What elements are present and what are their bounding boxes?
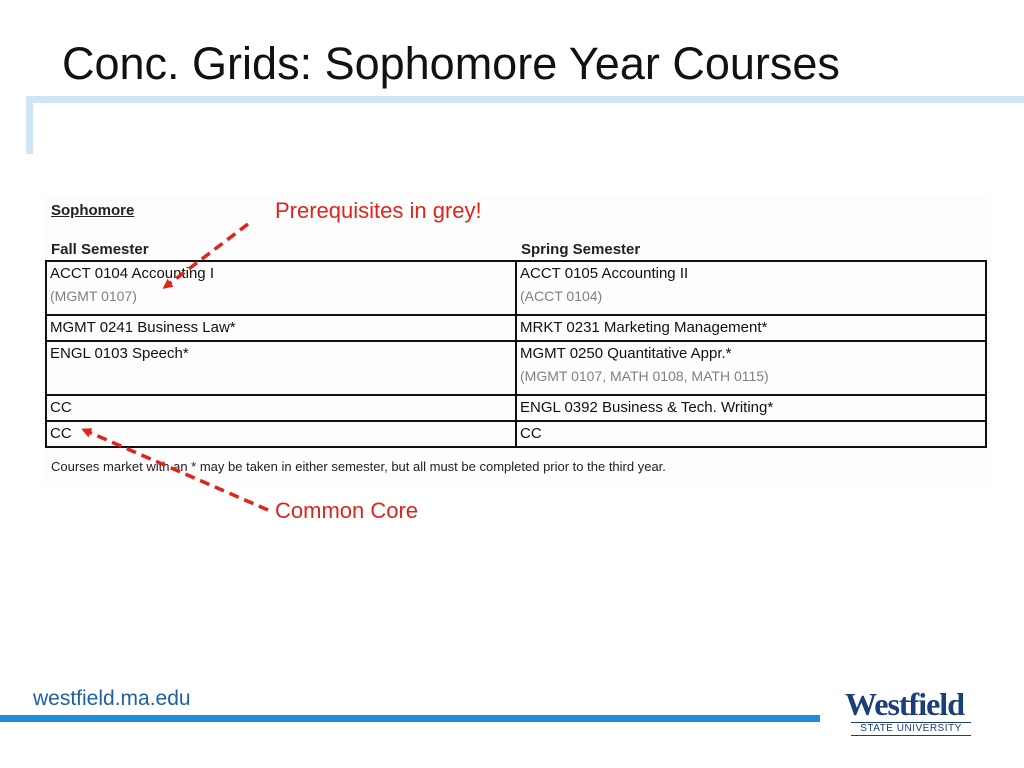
footer-url: westfield.ma.edu <box>33 687 191 710</box>
course-prereq: (MGMT 0107) <box>50 288 137 304</box>
logo-wordmark: Westfield <box>845 686 964 722</box>
course-name: ENGL 0103 Speech* <box>50 345 189 362</box>
logo-subtitle: STATE UNIVERSITY <box>851 722 971 736</box>
spring-semester-label: Spring Semester <box>521 241 641 258</box>
footer-bar <box>0 715 820 722</box>
slide-title: Conc. Grids: Sophomore Year Courses <box>62 38 840 89</box>
prerequisites-callout: Prerequisites in grey! <box>275 198 482 223</box>
course-name: ENGL 0392 Business & Tech. Writing* <box>520 399 774 416</box>
common-core-arrow <box>84 430 268 510</box>
prerequisites-arrow <box>165 224 248 287</box>
grid-footnote: Courses market with an * may be taken in either semester, but all must be completed prior to the third year. <box>51 459 666 474</box>
grid-heading: Sophomore <box>51 202 135 219</box>
course-name: CC <box>50 425 72 442</box>
course-name: ACCT 0104 Accounting I <box>50 265 214 282</box>
course-name: CC <box>50 399 72 416</box>
westfield-logo <box>845 688 975 744</box>
course-name: CC <box>520 425 542 442</box>
course-name: MGMT 0241 Business Law* <box>50 319 236 336</box>
course-prereq: (ACCT 0104) <box>520 288 603 304</box>
common-core-callout: Common Core <box>275 498 419 523</box>
course-name: MRKT 0231 Marketing Management* <box>520 319 768 336</box>
fall-semester-label: Fall Semester <box>51 241 149 258</box>
course-prereq: (MGMT 0107, MATH 0108, MATH 0115) <box>520 368 769 384</box>
course-name: ACCT 0105 Accounting II <box>520 265 689 282</box>
course-name: MGMT 0250 Quantitative Appr.* <box>520 345 732 362</box>
